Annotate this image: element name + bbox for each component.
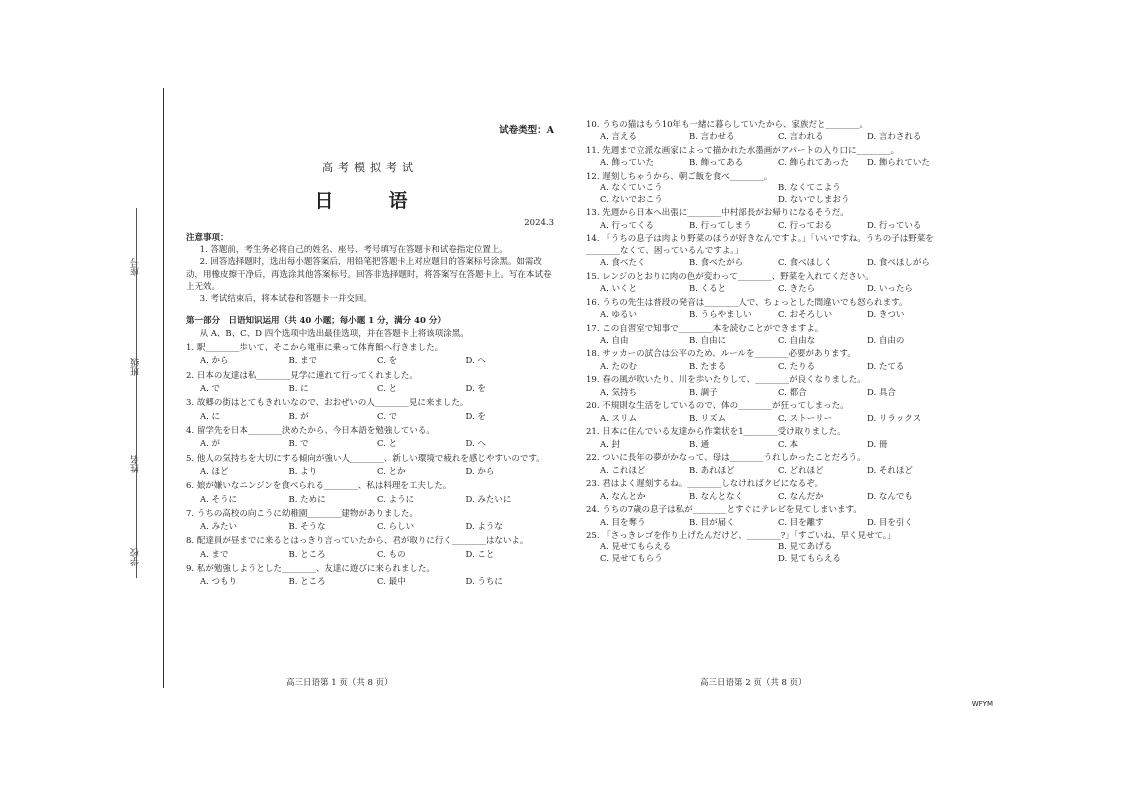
answer-option: C. で — [377, 411, 398, 422]
answer-options — [586, 440, 956, 451]
question-item — [586, 172, 956, 206]
question-text: 私が勉強しようとした________、友達に遊びに来られました。 — [196, 564, 435, 575]
answer-option: A. が — [200, 439, 221, 450]
question-number: 18. — [586, 349, 600, 360]
answer-options — [586, 336, 956, 347]
answer-option: D. 具合 — [867, 387, 896, 398]
answer-option: D. みたいに — [465, 494, 512, 505]
answer-option: A. 言える — [600, 132, 638, 143]
question-stem — [186, 535, 554, 547]
question-item — [586, 234, 956, 269]
answer-option: D. 言わされる — [867, 132, 922, 143]
exam-date: 2024.3 — [524, 218, 554, 229]
question-stem — [586, 120, 956, 131]
answer-option: C. なんだか — [778, 491, 824, 502]
question-number: 6. — [186, 481, 195, 492]
answer-option: A. ゆるい — [600, 310, 638, 321]
answer-options — [586, 284, 956, 295]
question-number: 16. — [586, 297, 600, 308]
answer-option: B. 見てあげる — [778, 542, 833, 553]
question-text: 「うちの息子は肉より野菜のほうが好きなんですよ。」「いいですね。うちの子は野菜を________なくて、困っているんですよ。」 — [586, 234, 934, 256]
question-stem — [586, 208, 956, 219]
question-item — [186, 535, 554, 561]
question-item — [586, 427, 956, 451]
answer-option: A. 気持ち — [600, 387, 638, 398]
answer-option: B. 言わせる — [689, 132, 735, 143]
class-field: 班级 — [131, 358, 141, 376]
watermark: WFYM — [971, 700, 993, 708]
question-text: うちの高校の向こうに幼稚園________建物がありました。 — [196, 508, 418, 519]
question-stem — [586, 479, 956, 490]
question-number: 14. — [586, 234, 600, 245]
question-stem — [186, 563, 554, 575]
question-stem — [586, 349, 956, 360]
question-number: 7. — [186, 508, 195, 519]
question-item — [586, 298, 956, 322]
answer-option: C. 目を離す — [778, 517, 824, 528]
answer-option: D. を — [465, 384, 486, 394]
answer-option: D. たてる — [867, 361, 905, 372]
question-item — [586, 401, 956, 425]
question-stem — [586, 172, 956, 183]
question-number: 22. — [586, 453, 600, 464]
answer-option: D. ないでしまおう — [778, 194, 850, 205]
question-number: 24. — [586, 505, 600, 516]
answer-option: B. 調子 — [689, 387, 718, 398]
question-text: 遅刻しちゃうから、朝ご飯を食べ________。 — [602, 171, 773, 182]
answer-options — [586, 158, 956, 169]
question-number: 23. — [586, 479, 600, 490]
question-text: ついに長年の夢がかなって、母は________うれしかったことだろう。 — [602, 453, 866, 464]
answer-options — [186, 438, 554, 450]
page-footer-left: 高三日语第 1 页（共 8 页） — [286, 678, 393, 688]
answer-option: D. それほど — [867, 465, 913, 476]
answer-options — [186, 494, 554, 506]
answer-option: C. 都合 — [778, 387, 807, 398]
question-number: 8. — [186, 536, 195, 547]
answer-option: B. くると — [689, 284, 727, 295]
answer-option: D. 冊 — [867, 439, 888, 450]
question-number: 3. — [186, 398, 195, 409]
answer-option: D. うちに — [465, 577, 503, 588]
answer-option: A. に — [200, 411, 221, 422]
question-item — [586, 208, 956, 232]
answer-options — [586, 310, 956, 321]
answer-option: B. 食べたがら — [689, 258, 744, 269]
question-number: 20. — [586, 401, 600, 412]
answer-option: C. と — [377, 439, 398, 450]
question-stem — [186, 370, 554, 382]
question-number: 13. — [586, 208, 600, 219]
answer-option: B. 行ってしまう — [689, 220, 752, 231]
answer-options — [186, 576, 554, 588]
answer-option: B. なくてこよう — [778, 183, 841, 194]
answer-options — [186, 549, 554, 561]
answer-option: A. で — [200, 384, 221, 394]
answer-options — [186, 521, 554, 533]
answer-options — [186, 383, 554, 395]
answer-option: A. 食べたく — [600, 258, 646, 269]
question-text: 「さっきレゴを作り上げたんだけど、________?」「すごいね、早く見せて。」 — [602, 531, 896, 541]
answer-option: D. 食べほしがら — [867, 258, 930, 269]
answer-option: C. きたら — [778, 284, 816, 295]
question-item — [586, 375, 956, 399]
answer-option: C. たりる — [778, 361, 816, 372]
answer-option: A. なんとか — [600, 491, 646, 502]
question-stem — [586, 531, 956, 542]
answer-options — [186, 466, 554, 478]
answer-options — [186, 411, 554, 423]
answer-option: C. どれほど — [778, 465, 824, 476]
question-stem — [586, 375, 956, 386]
answer-option: D. 自由の — [867, 335, 905, 346]
answer-option: A. まで — [200, 549, 229, 560]
answer-option: D. なんでも — [867, 491, 913, 502]
question-item — [586, 453, 956, 477]
answer-option: A. 行ってくる — [600, 220, 655, 231]
question-item — [186, 480, 554, 506]
notice-item: 2. 回答选择题时，选出每小题答案后，用铅笔把答题卡上对应题目的答案标号涂黑。如需改动，用橡皮擦干净后，再选涂其他答案标号。回答非选择题时，将答案写在答题卡上。写在本试卷上无效。 — [186, 257, 552, 292]
side-fill-lines — [136, 208, 138, 578]
right-question-list — [586, 120, 956, 565]
answer-option: D. リラックス — [867, 413, 922, 424]
question-text: 春の風が吹いたり、川を歩いたりして、________が良くなりました。 — [602, 375, 866, 386]
answer-options — [586, 542, 956, 565]
answer-option: D. きつい — [867, 310, 905, 321]
answer-option: B. が — [288, 411, 309, 422]
answer-option: B. まで — [288, 356, 318, 367]
answer-options — [586, 221, 956, 232]
answer-option: C. ストーリー — [778, 413, 833, 424]
answer-option: D. へ — [465, 356, 486, 367]
answer-option: A. いくと — [600, 284, 638, 295]
answer-option: C. 最中 — [377, 577, 406, 588]
question-stem — [186, 425, 554, 437]
answer-option: A. なくていこう — [600, 183, 663, 194]
question-stem — [186, 397, 554, 409]
answer-option: D. こと — [465, 549, 495, 560]
seat-number-field: 座号 — [131, 258, 141, 276]
question-item — [186, 425, 554, 451]
answer-option: A. 目を奪う — [600, 517, 646, 528]
answer-options — [186, 355, 554, 367]
answer-option: B. 自由に — [689, 335, 727, 346]
question-item — [586, 324, 956, 348]
question-stem — [186, 508, 554, 520]
answer-options — [586, 518, 956, 529]
question-stem — [586, 298, 956, 309]
question-number: 9. — [186, 564, 195, 575]
question-item — [586, 505, 956, 529]
right-column — [586, 118, 956, 565]
answer-option: D. から — [465, 466, 495, 477]
answer-option: B. 通 — [689, 439, 710, 450]
answer-option: B. に — [288, 384, 309, 394]
answer-option: C. もの — [377, 549, 406, 560]
binding-line — [163, 88, 164, 688]
question-item — [186, 370, 554, 396]
subject-title: 日 语 — [314, 189, 426, 212]
question-text: 日本の友達は私________見学に連れて行ってくれました。 — [196, 370, 418, 381]
answer-option: B. うらやましい — [689, 310, 752, 321]
question-text: 配達員が昼までに来るとはっきり言っていたから、君が取りに行く________はないよ。 — [196, 536, 529, 547]
answer-option: A. ほど — [200, 466, 229, 477]
question-number: 21. — [586, 427, 600, 438]
answer-option: D. 行っている — [867, 220, 922, 231]
answer-option: C. を — [377, 356, 398, 367]
question-text: 先週から日本へ出張に________中村部長がお帰りになるそうだ。 — [602, 208, 849, 219]
question-number: 15. — [586, 271, 600, 282]
question-stem — [186, 453, 554, 465]
answer-options — [586, 414, 956, 425]
answer-option: A. つもり — [200, 577, 238, 588]
question-stem — [586, 324, 956, 335]
answer-option: C. ように — [377, 494, 415, 505]
answer-option: C. 行っておる — [778, 220, 833, 231]
answer-option: C. とか — [377, 466, 406, 477]
answer-option: A. 自由 — [600, 335, 629, 346]
answer-option: C. 見せてもらう — [600, 553, 663, 564]
answer-option: D. 目を引く — [867, 517, 913, 528]
question-text: 留学先を日本________決めたから、今日本語を勉強している。 — [196, 425, 435, 436]
answer-option: D. いったら — [867, 284, 913, 295]
question-item — [586, 272, 956, 296]
answer-option: C. と — [377, 384, 398, 394]
question-text: うちの先生は普段の発音は________人で、ちょっとした間違いでも怒られます。 — [602, 297, 908, 308]
answer-option: B. そうな — [288, 522, 326, 533]
answer-option: B. 目が届く — [689, 517, 735, 528]
question-number: 25. — [586, 531, 600, 541]
question-stem — [586, 427, 956, 438]
question-stem — [186, 480, 554, 492]
answer-option: B. ところ — [288, 549, 326, 560]
answer-option: C. 言われる — [778, 132, 824, 143]
answer-option: C. 自由な — [778, 335, 816, 346]
answer-option: C. らしい — [377, 522, 415, 533]
section-title: 第一部分 日语知识运用（共 40 小题；每小题 1 分，满分 40 分） — [186, 316, 446, 327]
exam-type: 试卷类型：A — [499, 125, 554, 136]
question-stem — [586, 234, 956, 257]
answer-option: C. おそろしい — [778, 310, 833, 321]
question-number: 12. — [586, 171, 600, 182]
question-text: サッカーの試合は公平のため、ルールを________必要があります。 — [602, 349, 856, 360]
question-item — [586, 146, 956, 170]
question-item — [186, 563, 554, 589]
question-stem — [586, 453, 956, 464]
answer-option: A. みたい — [200, 522, 238, 533]
question-number: 10. — [586, 120, 600, 130]
answer-option: D. へ — [465, 439, 486, 450]
answer-options — [586, 466, 956, 477]
answer-option: D. を — [465, 411, 486, 422]
question-number: 19. — [586, 375, 600, 386]
answer-option: B. ために — [288, 494, 326, 505]
answer-option: A. 飾っていた — [600, 158, 655, 169]
question-text: うちの猫はもう10年も一緒に暮らしていたから、家族だと________。 — [602, 120, 869, 130]
name-field: 姓名 — [131, 455, 141, 473]
question-text: 先週まで立派な画家によって描かれた水墨画がアパートの入り口に________。 — [602, 145, 900, 156]
question-text: うちの7歳の息子は私が________とすぐにテレビを見てしまいます。 — [602, 505, 862, 516]
question-text: 駅________歩いて、そこから電車に乗って体育館へ行きました。 — [196, 343, 444, 354]
answer-option: B. 飾ってある — [689, 158, 744, 169]
question-text: 不規則な生活をしているので、体の________が狂ってしまった。 — [602, 401, 849, 412]
question-stem — [586, 505, 956, 516]
question-text: 娘が嫌いなニンジンを食べられる________、私は料理を工夫した。 — [196, 481, 452, 492]
answer-option: C. 食べほしく — [778, 258, 833, 269]
answer-option: C. ないでおこう — [600, 194, 663, 205]
answer-option: D. 飾られていた — [867, 158, 930, 169]
answer-option: A. から — [200, 356, 229, 367]
answer-option: B. たまる — [689, 361, 727, 372]
page-footer-right: 高三日语第 2 页（共 8 页） — [700, 678, 807, 688]
school-field: 学校 — [131, 548, 141, 566]
question-text: 故郷の街はとてもきれいなので、おおぜいの人________見に来ました。 — [196, 398, 469, 409]
notice-heading: 注意事项： — [186, 232, 229, 243]
question-item — [186, 342, 554, 368]
question-item — [586, 479, 956, 503]
question-item — [186, 508, 554, 534]
question-stem — [186, 342, 554, 354]
answer-option: B. ところ — [288, 577, 326, 588]
answer-option: B. なんとなく — [689, 491, 744, 502]
answer-option: C. 本 — [778, 439, 799, 450]
answer-option: A. 見せてもらえる — [600, 542, 672, 553]
question-number: 17. — [586, 323, 600, 334]
question-text: 日本に住んでいる友達から作業状を1________受け取りました。 — [602, 427, 846, 438]
question-number: 5. — [186, 453, 195, 464]
answer-options — [586, 492, 956, 503]
answer-option: A. 封 — [600, 439, 621, 450]
answer-option: D. 見てもらえる — [778, 553, 841, 564]
notice-item: 3. 考试结束后，将本试卷和答题卡一并交回。 — [199, 294, 372, 305]
question-number: 11. — [586, 145, 600, 156]
question-text: 君はよく遅刻するね。________しなければクビになるぞ。 — [602, 479, 824, 490]
question-item — [586, 349, 956, 373]
answer-option: B. あれほど — [689, 465, 735, 476]
question-item — [586, 531, 956, 565]
left-column — [186, 118, 554, 589]
question-number: 1. — [186, 343, 195, 354]
question-stem — [586, 272, 956, 283]
section-instruction: 从 A、B、C、D 四个选项中选出最佳选项，并在答题卡上将该项涂黑。 — [199, 328, 469, 339]
notice-item: 1. 答题前，考生务必将自己的姓名、座号、考号填写在答题卡和试卷指定位置上。 — [199, 244, 508, 255]
answer-option: A. たのむ — [600, 361, 638, 372]
question-text: この自習室で知事で________本を読むことができますよ。 — [602, 323, 824, 334]
question-text: 他人の気持ちを大切にする傾向が強い人________、新しい環境で疲れを感じやすいのです。 — [196, 453, 545, 464]
question-item — [186, 397, 554, 423]
question-text: レンジのとおりに肉の色が変わって________、野菜を入れてください。 — [602, 271, 874, 282]
answer-options — [586, 362, 956, 373]
answer-option: C. 飾られてあった — [778, 158, 850, 169]
answer-option: D. ような — [465, 522, 503, 533]
question-number: 4. — [186, 425, 195, 436]
question-number: 2. — [186, 370, 195, 381]
answer-options — [586, 183, 956, 206]
answer-options — [586, 388, 956, 399]
left-question-list — [186, 342, 554, 589]
answer-option: B. リズム — [689, 413, 726, 424]
answer-option: B. より — [288, 466, 318, 477]
answer-option: A. スリム — [600, 413, 638, 424]
answer-option: B. で — [288, 439, 309, 450]
question-item — [586, 120, 956, 144]
answer-options — [586, 132, 956, 143]
answer-option: A. これほど — [600, 465, 646, 476]
question-stem — [586, 146, 956, 157]
exam-title: 高考模拟考试 — [322, 160, 418, 174]
answer-option: A. そうに — [200, 494, 238, 505]
question-stem — [586, 401, 956, 412]
answer-options — [586, 258, 956, 269]
question-item — [186, 453, 554, 479]
